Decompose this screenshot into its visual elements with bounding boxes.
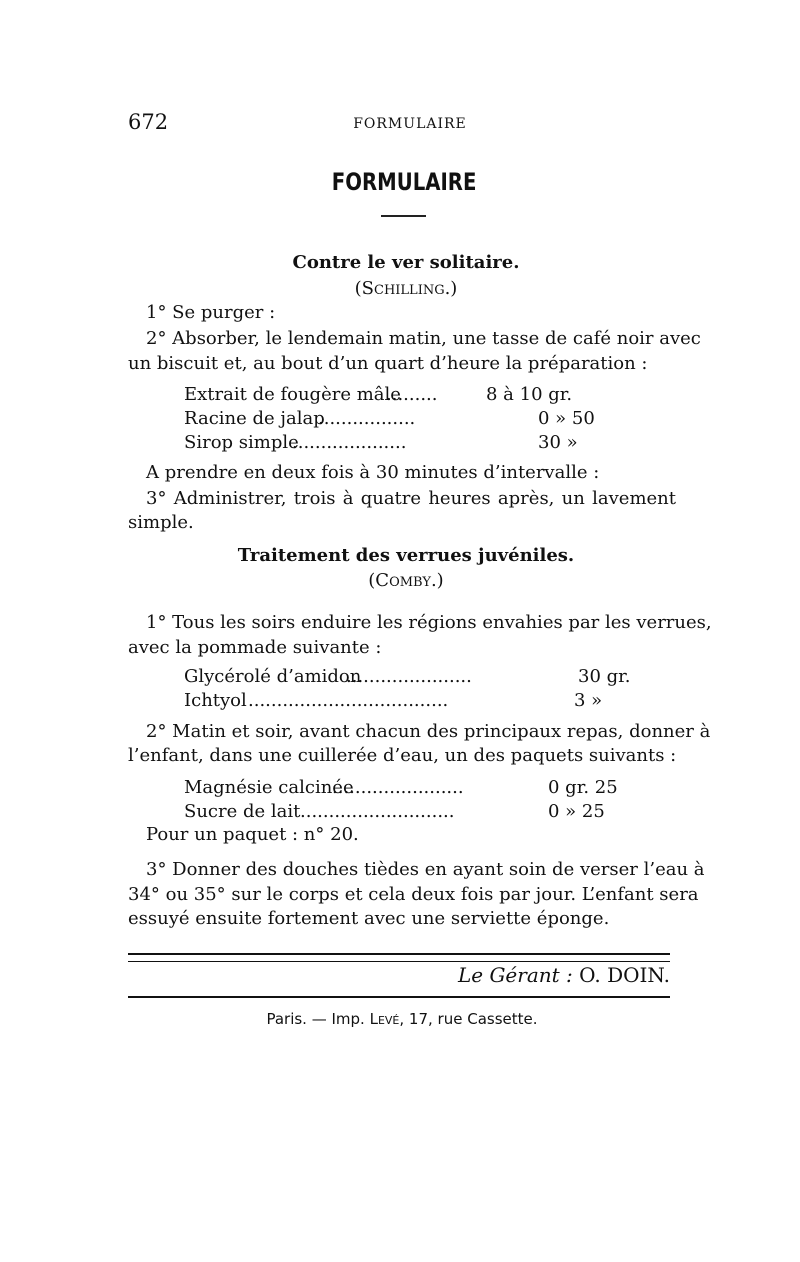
recipe-item-name: Sucre de lait (184, 801, 301, 822)
section-author-schilling: (Schilling.) (354, 278, 458, 299)
recipe-item-name: Ichtyol (184, 690, 247, 711)
recipe-item-dots: ...................... (346, 666, 472, 687)
running-title: FORMULAIRE (353, 116, 467, 132)
recipe-item-dots: ......... (386, 384, 438, 405)
printer-prefix: Paris. — Imp. (266, 1010, 365, 1028)
gerant-signature (458, 963, 670, 987)
verrues-step-2-line-1: 2° Matin et soir, avant chacun des principaux repas, donner à (146, 721, 711, 742)
recipe-item-name: Magnésie calcinée (184, 777, 354, 798)
recipe-item-qty: 0 » 50 (538, 408, 595, 429)
printer-imprint (0, 1010, 800, 1028)
recipe-item-dots: ....................... (332, 777, 464, 798)
recipe-item-qty: 0 gr. 25 (548, 777, 618, 798)
recipe-item-qty: 0 » 25 (548, 801, 605, 822)
section-title-verrues: Traitement des verrues juvéniles. (237, 545, 575, 566)
section-author-comby: (Comby.) (368, 570, 444, 591)
step-3-line-2: simple. (128, 512, 194, 533)
verrues-step-1-line-2: avec la pommade suivante : (128, 637, 382, 658)
page-heading: FORMULAIRE (331, 168, 477, 196)
section-title-ver-solitaire: Contre le ver solitaire. (292, 252, 520, 273)
footer-rule (128, 996, 670, 998)
step-2-line-1: 2° Absorber, le lendemain matin, une tasse de café noir avec (146, 328, 701, 349)
heading-rule (381, 215, 426, 217)
recipe-item-dots: ................................... (248, 690, 449, 711)
step-3-line-1: 3° Administrer, trois à quatre heures après, un lavement (146, 488, 676, 509)
gerant-name: O. DOIN. (579, 963, 670, 987)
step-1-text: 1° Se purger : (146, 302, 276, 323)
printer-name: Levé (369, 1010, 400, 1028)
step-2-line-2: un biscuit et, au bout d’un quart d’heure la préparation : (128, 353, 648, 374)
printer-address: , 17, rue Cassette. (399, 1010, 538, 1028)
verrues-step-2-line-2: l’enfant, dans une cuillerée d’eau, un des paquets suivants : (128, 745, 677, 766)
recipe-item-dots: ........................... (300, 801, 455, 822)
recipe-item-name: Sirop simple (184, 432, 299, 453)
recipe-item-name: Racine de jalap (184, 408, 325, 429)
recipe-item-qty: 8 à 10 gr. (486, 384, 573, 405)
recipe-item-qty: 30 » (538, 432, 578, 453)
verrues-step-1-line-1: 1° Tous les soirs enduire les régions envahies par les verrues, (146, 612, 712, 633)
page-number: 672 (128, 110, 169, 134)
recipe-item-qty: 30 gr. (578, 666, 631, 687)
recipe-item-qty: 3 » (574, 690, 603, 711)
verrues-step-3-line-1: 3° Donner des douches tièdes en ayant soin de verser l’eau à (146, 859, 705, 880)
recipe-item-dots: ................. (318, 408, 416, 429)
recipe-item-dots: .................... (292, 432, 407, 453)
paquet-count-text: Pour un paquet : n° 20. (146, 824, 359, 845)
verrues-step-3-line-2: 34° ou 35° sur le corps et cela deux fois par jour. L’enfant sera (128, 884, 699, 905)
recipe-item-name: Extrait de fougère mâle (184, 384, 401, 405)
footer-double-rule (128, 953, 670, 962)
recipe-item-name: Glycérolé d’amidon (184, 666, 362, 687)
verrues-step-3-line-3: essuyé ensuite fortement avec une serviette éponge. (128, 908, 610, 929)
gerant-label: Le Gérant : (457, 963, 573, 987)
intervalle-text: A prendre en deux fois à 30 minutes d’intervalle : (146, 462, 600, 483)
